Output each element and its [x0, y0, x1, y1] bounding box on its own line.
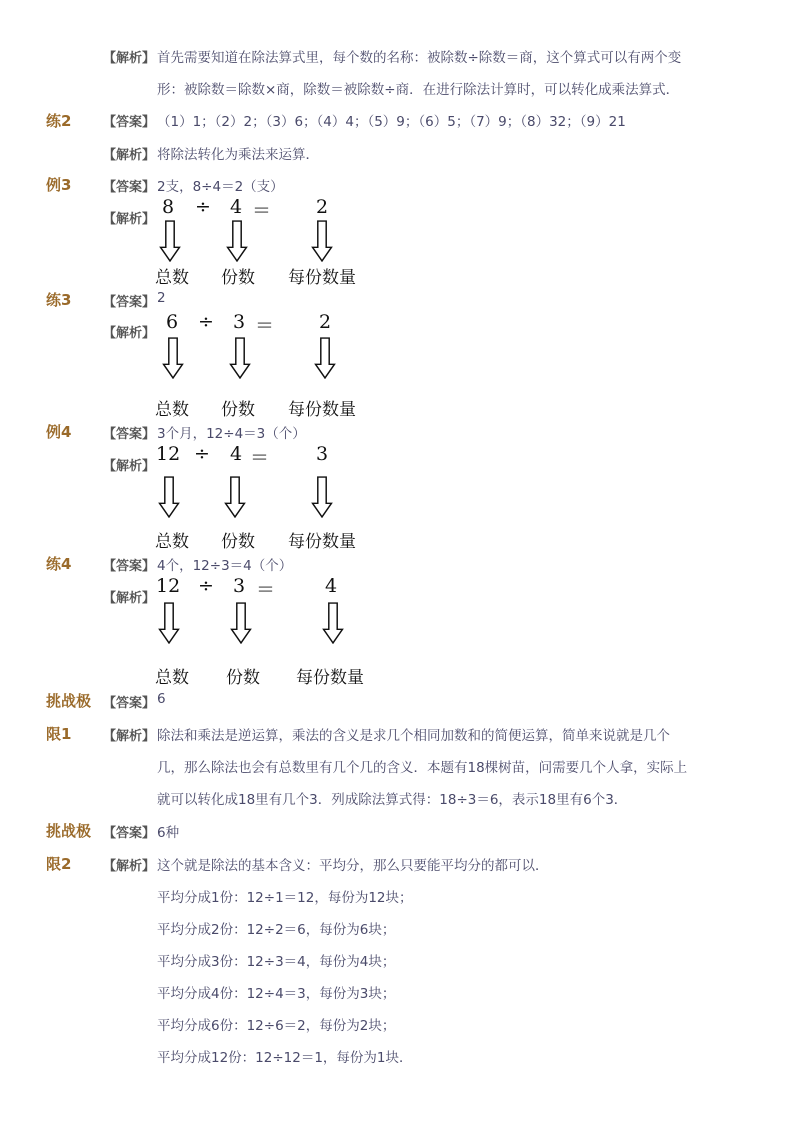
lian2-answer: （1）1；（2）2；（3）6；（4）4；（5）9；（6）5；（7）9；（8）32；（9）21 — [157, 114, 626, 130]
answer-tag: 【答案】 — [103, 115, 156, 130]
li4-eq-divide-sign: ÷ — [194, 443, 210, 465]
down-arrow-icon — [226, 220, 248, 262]
li3-eq-quotient: 2 — [316, 196, 329, 218]
down-arrow-icon — [311, 476, 333, 518]
label-parts: 份数 — [226, 668, 260, 688]
intro-line-1: 首先需要知道在除法算式里，每个数的名称：被除数÷除数＝商，这个算式可以有两个变 — [157, 50, 682, 66]
lian3-eq-equals-sign: ＝ — [255, 315, 275, 337]
analysis-tag: 【解析】 — [103, 591, 156, 606]
section-label-lian3: 练3 — [46, 291, 72, 309]
label-total: 总数 — [155, 268, 189, 288]
label-total: 总数 — [155, 668, 189, 688]
down-arrow-icon — [314, 337, 336, 379]
list-item: 平均分成2份：12÷2＝6，每份为6块； — [157, 922, 396, 938]
answer-tag: 【答案】 — [103, 696, 156, 711]
section-label-li4: 例4 — [46, 423, 72, 441]
down-arrow-icon — [158, 476, 180, 518]
lian3-answer: 2 — [157, 290, 166, 306]
down-arrow-icon — [224, 476, 246, 518]
section-label-tiaozhan2: 挑战极 — [46, 822, 92, 840]
label-each: 每份数量 — [288, 400, 356, 420]
label-parts: 份数 — [221, 268, 255, 288]
section-label-lian2: 练2 — [46, 112, 72, 130]
xian1-line-2: 几，那么除法也会有总数里有几个几的含义．本题有18棵树苗，问需要几个人拿，实际上 — [157, 760, 688, 776]
down-arrow-icon — [322, 602, 344, 644]
down-arrow-icon — [230, 602, 252, 644]
answer-tag: 【答案】 — [103, 295, 156, 310]
lian3-eq-divide-sign: ÷ — [198, 311, 214, 333]
analysis-tag: 【解析】 — [103, 212, 156, 227]
label-each: 每份数量 — [288, 268, 356, 288]
lian3-eq-quotient: 2 — [319, 311, 332, 333]
answer-tag: 【答案】 — [103, 559, 156, 574]
down-arrow-icon — [162, 337, 184, 379]
section-label-xian1: 限1 — [46, 725, 72, 743]
xian2-intro: 这个就是除法的基本含义：平均分，那么只要能平均分的都可以． — [157, 858, 549, 874]
analysis-tag: 【解析】 — [103, 729, 156, 744]
li3-eq-divisor: 4 — [230, 196, 243, 218]
list-item: 平均分成6份：12÷6＝2，每份为2块； — [157, 1018, 396, 1034]
lian4-eq-equals-sign: ＝ — [256, 579, 276, 601]
section-label-tiaozhan1: 挑战极 — [46, 692, 92, 710]
analysis-tag: 【解析】 — [103, 148, 156, 163]
li4-eq-dividend: 12 — [156, 443, 181, 465]
label-each: 每份数量 — [288, 532, 356, 552]
lian3-eq-dividend: 6 — [166, 311, 179, 333]
li4-eq-divisor: 4 — [230, 443, 243, 465]
xian1-line-1: 除法和乘法是逆运算，乘法的含义是求几个相同加数和的简便运算，简单来说就是几个 — [157, 728, 670, 744]
lian4-eq-divisor: 3 — [233, 575, 246, 597]
label-parts: 份数 — [221, 400, 255, 420]
down-arrow-icon — [229, 337, 251, 379]
lian4-answer: 4个，12÷3＝4（个） — [157, 558, 293, 574]
down-arrow-icon — [311, 220, 333, 262]
answer-tag: 【答案】 — [103, 826, 156, 841]
answer-tag: 【答案】 — [103, 180, 156, 195]
section-label-li3: 例3 — [46, 176, 72, 194]
list-item: 平均分成12份：12÷12＝1，每份为1块． — [157, 1050, 413, 1066]
li4-eq-quotient: 3 — [316, 443, 329, 465]
down-arrow-icon — [158, 602, 180, 644]
tiaozhan1-answer: 6 — [157, 691, 166, 707]
answer-tag: 【答案】 — [103, 427, 156, 442]
li3-eq-equals-sign: ＝ — [252, 200, 272, 222]
label-total: 总数 — [155, 532, 189, 552]
label-parts: 份数 — [221, 532, 255, 552]
list-item: 平均分成1份：12÷1＝12，每份为12块； — [157, 890, 413, 906]
list-item: 平均分成3份：12÷3＝4，每份为4块； — [157, 954, 396, 970]
section-label-lian4: 练4 — [46, 555, 72, 573]
list-item: 平均分成4份：12÷4＝3，每份为3块； — [157, 986, 396, 1002]
analysis-tag: 【解析】 — [103, 459, 156, 474]
xian1-line-3: 就可以转化成18里有几个3．列成除法算式得：18÷3＝6，表示18里有6个3． — [157, 792, 628, 808]
analysis-tag: 【解析】 — [103, 859, 156, 874]
li3-eq-dividend: 8 — [162, 196, 175, 218]
lian4-eq-dividend: 12 — [156, 575, 181, 597]
section-label-xian2: 限2 — [46, 855, 72, 873]
li4-answer: 3个月，12÷4＝3（个） — [157, 426, 306, 442]
li3-eq-divide-sign: ÷ — [195, 196, 211, 218]
li3-answer: 2支，8÷4＝2（支） — [157, 179, 284, 195]
down-arrow-icon — [159, 220, 181, 262]
label-each: 每份数量 — [296, 668, 364, 688]
label-total: 总数 — [155, 400, 189, 420]
analysis-tag: 【解析】 — [103, 51, 156, 66]
lian2-analysis: 将除法转化为乘法来运算． — [157, 147, 319, 163]
lian3-eq-divisor: 3 — [233, 311, 246, 333]
analysis-tag: 【解析】 — [103, 326, 156, 341]
intro-line-2: 形：被除数＝除数×商，除数＝被除数÷商．在进行除法计算时，可以转化成乘法算式． — [157, 82, 680, 98]
lian4-eq-divide-sign: ÷ — [198, 575, 214, 597]
tiaozhan2-answer: 6种 — [157, 825, 180, 841]
lian4-eq-quotient: 4 — [325, 575, 338, 597]
li4-eq-equals-sign: ＝ — [250, 447, 270, 469]
